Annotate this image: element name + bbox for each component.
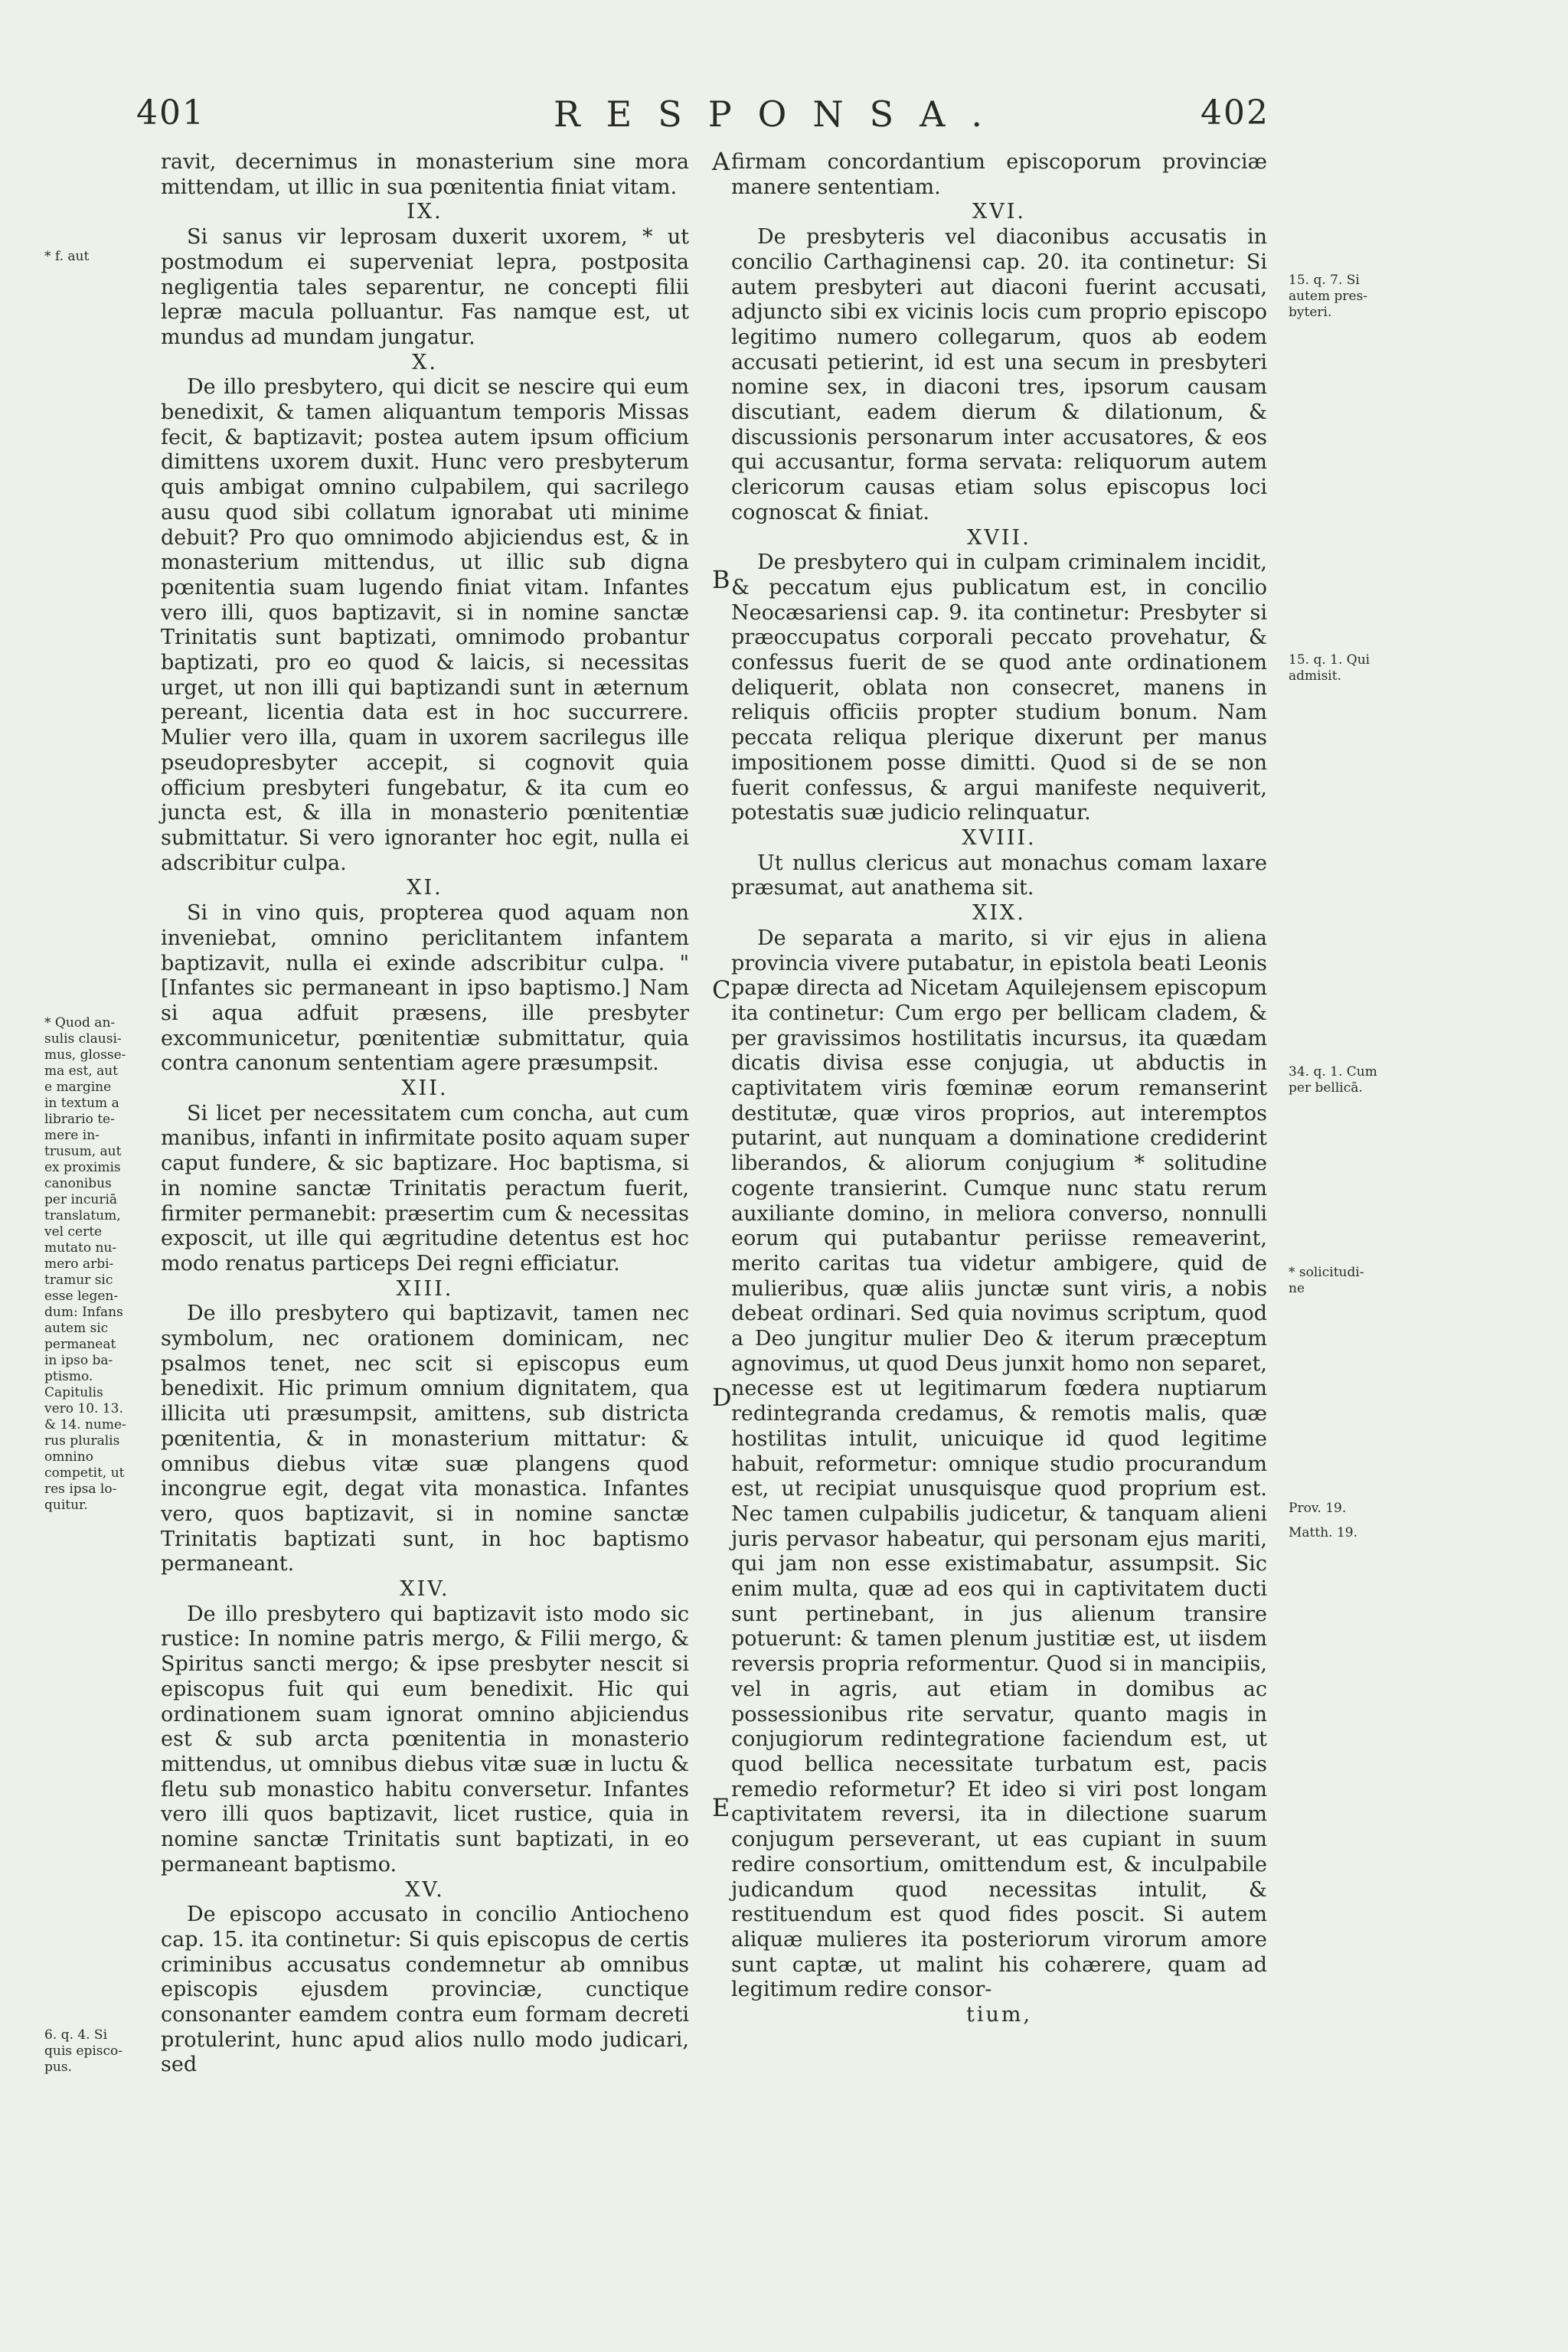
section-number: XI. <box>407 876 443 900</box>
paragraph: De separata a marito, si vir ejus in aliena provincia vivere putabatur, in epistola beati Leonis papæ directa ad Nicetam Aquilejensem episcopum ita continetur: Cum ergo per bellicam cladem, & per gravissimos hostilitatis incursus, ita quædam dicatis divisa esse conjugia, ut abductis in captivitatem viris fœminæ eorum remanserint destitutæ, quæ viros proprios, aut interemptos putarint, aut nunquam a dominatione crediderint liberandos, & aliorum conjugium * solitudine cogente transierint. Cumque nunc statu rerum auxiliante domino, in meliora converso, nonnulli eorum qui putabantur periisse remeaverint, merito caritas tua videtur ambigere, quid de mulieribus, quæ aliis junctæ sunt viris, a nobis debeat ordinari. Sed quia novimus scriptum, quod a Deo jungitur mulier Deo & iterum præceptum agnovimus, ut quod Deus junxit homo non separet, necesse est ut legitimarum fœdera nuptiarum redintegranda credamus, & remotis malis, quæ hostilitas intulit, unicuique id quod legitime habuit, reformetur: omnique studio procurandum est, ut recipiat unusquisque quod proprium est. Nec tamen culpabilis judicetur, & tanquam alieni juris pervasor habeatur, qui personam ejus mariti, qui jam non esse existimabatur, assumpsit. Sic enim multa, quæ ad eos qui in captivitatem ducti sunt pertinebant, in jus alienum transire potuerunt: & tamen plenum justitiæ est, ut iisdem reversis propria reformentur. Quod si in mancipiis, vel in agris, aut etiam in domibus ac possessionibus rite servatur, quanto magis in conjugiorum redintegratione faciendum est, ut quod bellica necessitate turbatum est, pacis remedio reformetur? Et ideo si viri post longam captivitatem reversi, ita in dilectione suarum conjugum perseverant, ut eas cupiant in suum redire consortium, omittendum est, & inculpabile judicandum quod necessitas intulit, & restituendum est quod fides poscit. Si autem aliquæ mulieres ita posteriorum virorum amore sunt captæ, ut malint his cohærere, quam ad legitimum redire consor- <box>731 926 1267 2002</box>
margin-note-line: quis episco- <box>44 2043 122 2059</box>
margin-letter-c: C <box>712 975 731 1004</box>
margin-note-variant <box>44 249 145 265</box>
margin-note-line: Capitulis <box>44 1385 103 1400</box>
margin-letter-a: A <box>712 147 730 176</box>
margin-note-line: vero 10. 13. <box>44 1401 123 1416</box>
paragraph: Si sanus vir leprosam duxerit uxorem, * ut postmodum ei superveniat lepra, postposita negligentia tales separentur, ne concepti filii lepræ macula polluantur. Fas namque est, ut mundus ad mundam jungatur. <box>161 225 689 349</box>
margin-note-line: autem sic <box>44 1321 109 1336</box>
section-number: XVIII. <box>962 825 1037 850</box>
section-number: XV. <box>405 1877 445 1902</box>
section-number: IX. <box>407 200 443 224</box>
margin-note-line: in textum a <box>44 1096 119 1111</box>
margin-note-line: competit, ut <box>44 1465 125 1481</box>
margin-note-line: trusum, aut <box>44 1144 122 1159</box>
section-number: XIII. <box>396 1276 454 1301</box>
section-number: tium, <box>965 2003 1033 2027</box>
margin-note-reference <box>1289 652 1396 684</box>
margin-note-line: ma est, aut <box>44 1063 118 1079</box>
margin-note-line: per incuriā <box>44 1192 118 1207</box>
running-head <box>0 93 1568 139</box>
margin-note-line: mere in- <box>44 1128 100 1143</box>
margin-note-line: * Quod an- <box>44 1015 116 1031</box>
margin-note-gloss <box>44 1015 145 1514</box>
margin-note-line: 15. q. 1. Qui <box>1289 652 1370 668</box>
margin-note-line: mero arbi- <box>44 1256 114 1272</box>
paragraph: firmam concordantium episcoporum provinciæ manere sententiam. <box>731 150 1267 199</box>
margin-note-line: 15. q. 7. Si <box>1289 273 1360 288</box>
section-number: XVI. <box>972 200 1026 224</box>
margin-note-line: ptismo. <box>44 1369 93 1384</box>
margin-note-line: permaneat <box>44 1337 116 1352</box>
margin-note-line: dum: Infans <box>44 1305 123 1320</box>
paragraph: Si licet per necessitatem cum concha, aut cum manibus, infanti in infirmitate posito aquam super caput fundere, & sic baptizare. Hoc baptisma, si in nomine sanctæ Trinitatis peractum fuerit, firmiter permanebit: præsertim cum & necessitas exposcit, ut ille qui ægritudine detentus est hoc modo renatus particeps Dei regni efficiatur. <box>161 1101 689 1276</box>
margin-note-line: autem pres- <box>1289 289 1368 304</box>
paragraph: Si in vino quis, propterea quod aquam non inveniebat, omnino periclitantem infantem baptizavit, nulla ei exinde adscribitur culpa. " [Infantes sic permaneant in ipso baptismo.] Nam si aqua adfuit præsens, ille presbyter excommunicetur, pœnitentiæ submittatur, quia contra canonum sententiam agere præsumpsit. <box>161 901 689 1076</box>
paragraph: De presbyteris vel diaconibus accusatis in concilio Carthaginensi cap. 20. ita continetur: Si autem presbyteri aut diaconi fuerint accusati, adjuncto sibi ex vicinis locis cum proprio episcopo legitimo numero collegarum, quos ab eodem accusati petierint, id est una secum in presbyteri nomine sex, in diaconi tres, ipsorum causam discutiant, eadem dierum & dilationum, & discussionis personarum inter accusatores, & eos qui accusantur, forma servata: reliquorum autem clericorum causas etiam solus episcopus loci cognoscat & finiat. <box>731 225 1267 524</box>
margin-note-line: vel certe <box>44 1224 103 1240</box>
margin-note-line: per bellicā. <box>1289 1080 1363 1096</box>
margin-letter-b: B <box>712 565 730 594</box>
running-title: RESPONSA. <box>554 93 1008 135</box>
section-number: XIV. <box>400 1577 450 1602</box>
margin-note-scripture <box>1289 1525 1396 1541</box>
margin-note-scripture <box>1289 1501 1396 1517</box>
paragraph: De illo presbytero qui baptizavit isto modo sic rustice: In nomine patris mergo, & Filii mergo, & Spiritus sancti mergo; & ipse presbyter nescit si episcopus fuit qui eum benedixit. Hic qui ordinationem suam ignorat omnino abjiciendus est & sub arcta pœnitentia in monasterio mittendus, ut omnibus diebus vitæ suæ in luctu & fletu sub monastico habitu conversetur. Infantes vero illi quos baptizavit, licet rustice, quia in nomine sanctæ Trinitatis sunt baptizati, in eo permaneant baptismo. <box>161 1602 689 1877</box>
margin-note-line: pus. <box>44 2060 72 2075</box>
margin-note-line: Prov. 19. <box>1289 1501 1347 1516</box>
paragraph: De illo presbytero qui baptizavit, tamen nec symbolum, nec orationem dominicam, nec psalmos tenet, nec scit si episcopus eum benedixit. Hic primum omnium dignitatem, qua illicita uti præsumpsit, amittens, sub districta pœnitentia, & in monasterium mittatur: & omnibus diebus vitæ suæ plangens quod incongrue egit, degat vita monastica. Infantes vero, quos baptizavit, si in nomine sanctæ Trinitatis baptizati sunt, in hoc baptismo permaneant. <box>161 1302 689 1576</box>
margin-note-line: res ipsa lo- <box>44 1481 117 1497</box>
margin-note-reference <box>1289 273 1396 321</box>
margin-note-line: admisit. <box>1289 668 1341 684</box>
margin-letter-e: E <box>712 1793 730 1822</box>
margin-note-line: translatum, <box>44 1208 121 1223</box>
section-number: XVII. <box>967 525 1031 550</box>
margin-note-line: 34. q. 1. Cum <box>1289 1064 1377 1080</box>
left-text-column <box>161 150 689 2078</box>
margin-note-reference <box>44 2027 145 2076</box>
margin-note-line: librario te- <box>44 1112 115 1127</box>
margin-note-line: e margine <box>44 1080 112 1095</box>
paragraph: Ut nullus clericus aut monachus comam laxare præsumat, aut anathema sit. <box>731 851 1267 900</box>
paragraph: ravit, decernimus in monasterium sine mora mittendam, ut illic in sua pœnitentia finiat vitam. <box>161 150 689 199</box>
margin-note-line: sulis clausi- <box>44 1031 122 1047</box>
margin-note-line: ne <box>1289 1281 1305 1296</box>
paragraph: De episcopo accusato in concilio Antiocheno cap. 15. ita continetur: Si quis episcopus de certis criminibus accusatus condemnetur ab omnibus episcopis ejusdem provinciæ, cunctique consonanter eamdem contra eum formam decreti protulerint, hunc apud alios nullo modo judicari, sed <box>161 1903 689 2077</box>
margin-note-line: rus pluralis <box>44 1433 120 1449</box>
margin-note-variant <box>1289 1265 1396 1297</box>
section-number: XIX. <box>972 901 1026 926</box>
margin-note-line: canonibus <box>44 1176 112 1191</box>
margin-note-line: 6. q. 4. Si <box>44 2027 108 2043</box>
paragraph: De illo presbytero, qui dicit se nescire qui eum benedixit, & tamen aliquantum temporis Missas fecit, & baptizavit; postea autem ipsum officium dimittens uxorem duxit. Hunc vero presbyterum quis ambigat omnino culpabilem, qui sacrilego ausu quod sibi collatum ignorabat uti minime debuit? Pro quo omnimodo abjiciendus est, & in monasterium mittendus, ut illic sub digna pœnitentia suam lugendo finiat vitam. Infantes vero illi, quos baptizavit, si in nomine sanctæ Trinitatis sunt baptizati, omnimodo probantur baptizati, pro eo quod & laicis, si necessitas urget, ut non illi qui baptizandi sunt in æternum pereant, licentia data est in hoc succurrere. Mulier vero illa, quam in uxorem sacrilegus ille pseudopresbyter accepit, si cognovit quia officium presbyteri fungebatur, & ita cum eo juncta est, & illa in monasterio pœnitentiæ submittatur. Si vero ignoranter hoc egit, nulla ei adscribitur culpa. <box>161 375 689 875</box>
margin-note-line: in ipso ba- <box>44 1353 113 1368</box>
margin-note-reference <box>1289 1064 1396 1096</box>
left-page-number: 401 <box>136 93 205 132</box>
margin-note-line: byteri. <box>1289 305 1332 320</box>
margin-note-line: mus, glosse- <box>44 1047 126 1063</box>
margin-note-line: mutato nu- <box>44 1240 117 1256</box>
margin-note-line: Matth. 19. <box>1289 1525 1357 1540</box>
right-text-column <box>731 150 1267 2028</box>
margin-note-line: ex proximis <box>44 1160 121 1175</box>
margin-note-line: omnino <box>44 1449 93 1465</box>
right-page-number: 402 <box>1200 93 1269 132</box>
margin-note-line: esse legen- <box>44 1289 119 1304</box>
section-number: XII. <box>401 1076 449 1101</box>
margin-note-line: tramur sic <box>44 1272 113 1288</box>
section-number: X. <box>412 350 438 374</box>
margin-letter-d: D <box>712 1383 732 1412</box>
margin-note-line: quitur. <box>44 1498 88 1513</box>
margin-note-line: * solicitudi- <box>1289 1265 1364 1280</box>
margin-note-line: & 14. nume- <box>44 1417 126 1432</box>
margin-note-line: * f. aut <box>44 249 90 264</box>
paragraph: De presbytero qui in culpam criminalem incidit, & peccatum ejus publicatum est, in concilio Neocæsariensi cap. 9. ita continetur: Presbyter si præoccupatus corporali peccato provehatur, & confessus fuerit de se quod ante ordinationem deliquerit, oblata non consecret, manens in reliquis officiis propter studium bonum. Nam peccata reliqua plerique dixerunt per manus impositionem posse dimitti. Quod si de se non fuerit confessus, & argui manifeste nequiverit, potestatis suæ judicio relinquatur. <box>731 550 1267 825</box>
